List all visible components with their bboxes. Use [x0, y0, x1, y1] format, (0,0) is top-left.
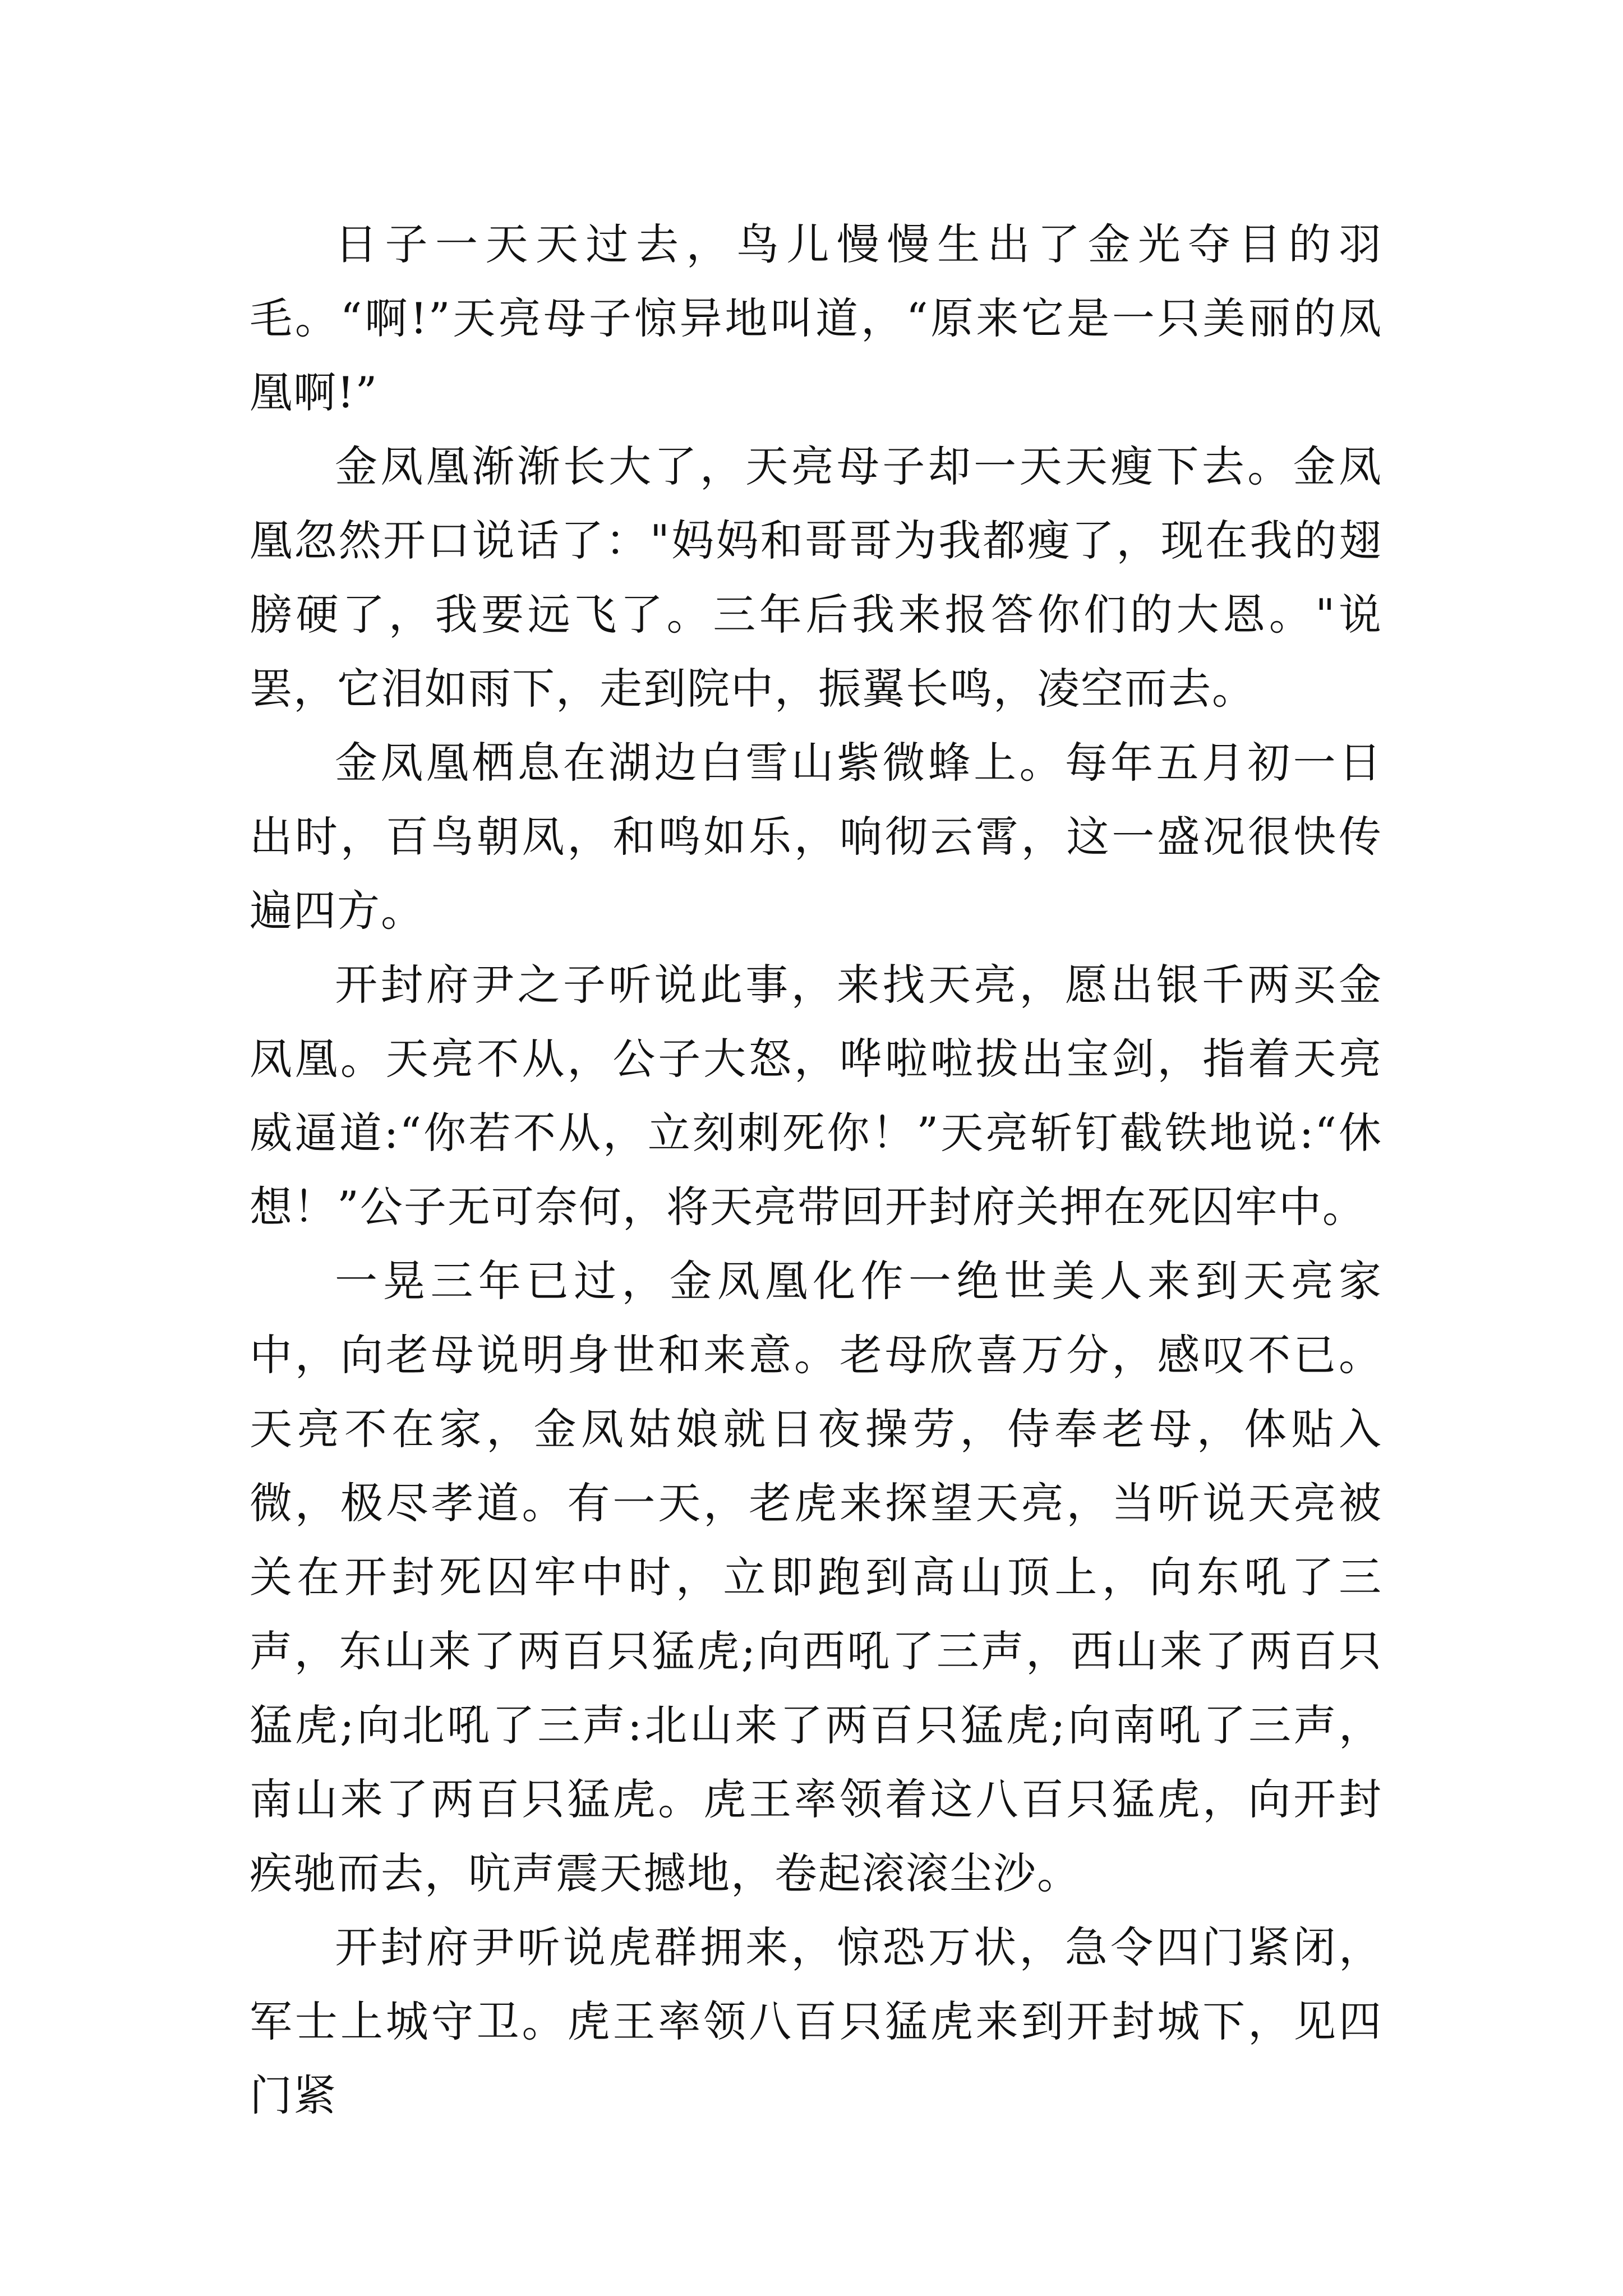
paragraph-1: 日子一天天过去，鸟儿慢慢生出了金光夺目的羽毛。“啊!”天亮母子惊异地叫道，“原来它是一只美丽的凤凰啊!” — [250, 219, 1382, 417]
paragraph-5: 一晃三年已过，金凤凰化作一绝世美人来到天亮家中，向老母说明身世和来意。老母欣喜万分，感叹不已。天亮不在家，金凤姑娘就日夜操劳，侍奉老母，体贴入微，极尽孝道。有一天，老虎来探望天亮，当听说天亮被关在开封死囚牢中时，立即跑到高山顶上，向东吼了三声，东山来了两百只猛虎;向西吼了三声，西山来了两百只猛虎;向北吼了三声:北山来了两百只猛虎;向南吼了三声，南山来了两百只猛虎。虎王率领着这八百只猛虎，向开封疾驰而去，吭声震天撼地，卷起滚滚尘沙。 — [250, 1256, 1382, 1898]
paragraph-2: 金凤凰渐渐长大了，天亮母子却一天天瘦下去。金凤凰忽然开口说话了："妈妈和哥哥为我都瘦了，现在我的翅膀硬了，我要远飞了。三年后我来报答你们的大恩。"说罢，它泪如雨下，走到院中，振翼长鸣，凌空而去。 — [250, 441, 1382, 714]
paragraph-3: 金凤凰栖息在湖边白雪山紫微蜂上。每年五月初一日出时，百鸟朝凤，和鸣如乐，响彻云霄，这一盛况很快传遍四方。 — [250, 738, 1382, 936]
paragraph-6: 开封府尹听说虎群拥来，惊恐万状，急令四门紧闭，军士上城守卫。虎王率领八百只猛虎来到开封城下，见四门紧 — [250, 1922, 1382, 2120]
paragraph-4: 开封府尹之子听说此事，来找天亮，愿出银千两买金凤凰。天亮不从，公子大怒，哗啦啦拔出宝剑，指着天亮威逼道:“你若不从，立刻刺死你！”天亮斩钉截铁地说:“休想！”公子无可奈何，将天亮带回开封府关押在死囚牢中。 — [250, 960, 1382, 1232]
body-text — [250, 208, 1382, 2133]
